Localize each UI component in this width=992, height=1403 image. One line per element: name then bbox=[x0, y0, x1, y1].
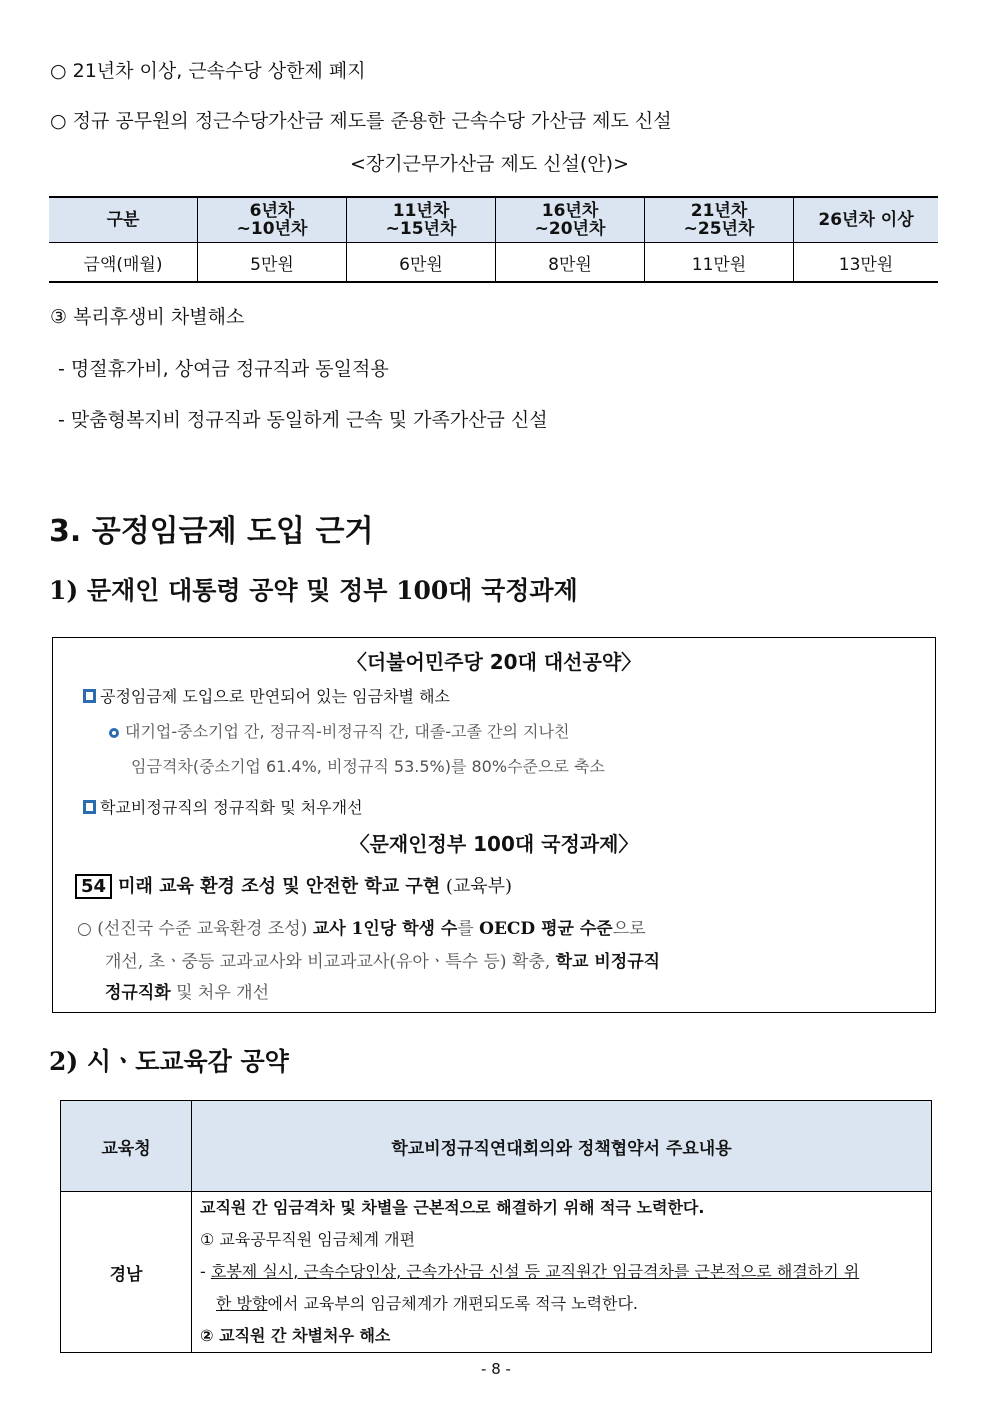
table-header-cell bbox=[347, 197, 496, 243]
header-6-10: 6년차 ~10년차 bbox=[236, 201, 308, 239]
flag-icon bbox=[83, 689, 96, 703]
table1-caption: <장기근무가산금 제도 신설(안)> bbox=[350, 153, 629, 175]
text-span: 학교 비정규직 bbox=[555, 952, 661, 972]
box-heading-tasks: 〈문재인정부 100대 국정과제〉 bbox=[349, 832, 639, 856]
table-cell: 8만원 bbox=[496, 243, 645, 283]
task-org: (교육부) bbox=[445, 876, 513, 897]
table-row bbox=[61, 1192, 932, 1353]
box-subitem-text: 대기업-중소기업 간, 정규직-비정규직 간, 대졸-고졸 간의 지나친 bbox=[125, 722, 570, 741]
task-line-3 bbox=[105, 978, 269, 1003]
box-item-school-irregular bbox=[83, 795, 363, 818]
box-heading-pledge: 〈더불어민주당 20대 대선공약〉 bbox=[346, 650, 642, 674]
welfare-item: - 맞춤형복지비 정규직과 동일하게 근속 및 가족가산금 신설 bbox=[58, 409, 548, 431]
text-span: 으로 bbox=[612, 919, 646, 939]
box-subitem-continued: 임금격차(중소기업 61.4%, 비정규직 53.5%)를 80%수준으로 축소 bbox=[131, 757, 605, 776]
table-cell: 금액(매월) bbox=[49, 243, 198, 283]
task-number: 54 bbox=[75, 874, 112, 899]
text-span: 를 bbox=[457, 919, 480, 939]
flag-icon bbox=[83, 800, 96, 814]
long-service-bonus-table bbox=[49, 196, 938, 283]
text-span: 개선, 초ㆍ중등 교과교사와 비교과교사(유아ㆍ특수 등) 확충, bbox=[105, 952, 556, 972]
text-span: OECD 평균 수준 bbox=[479, 919, 613, 939]
task-line-2 bbox=[105, 947, 660, 972]
text-span: 및 처우 개선 bbox=[170, 983, 270, 1003]
text-span: 교사 1인당 학생 수 bbox=[312, 919, 458, 939]
content-line bbox=[192, 1288, 931, 1320]
task-line-1 bbox=[77, 914, 646, 939]
task-title-row bbox=[75, 872, 512, 899]
text-span: ○ (선진국 수준 교육환경 조성) bbox=[77, 919, 313, 939]
table-row bbox=[49, 243, 938, 283]
table-cell: 5만원 bbox=[198, 243, 347, 283]
text-span: 에서 교육부의 임금체계가 개편되도록 적극 노력한다. bbox=[267, 1294, 639, 1313]
content-line bbox=[192, 1256, 931, 1288]
section-3-heading: 3. 공정임금제 도입 근거 bbox=[49, 514, 374, 549]
table-header-cell bbox=[496, 197, 645, 243]
region-cell: 경남 bbox=[61, 1192, 192, 1353]
box-item-fair-wage bbox=[83, 684, 450, 707]
pledge-box bbox=[52, 637, 936, 1013]
table-header-cell: 학교비정규직연대회의와 정책협약서 주요내용 bbox=[192, 1101, 932, 1192]
table-header-cell: 26년차 이상 bbox=[794, 197, 939, 243]
circle-bullet-icon bbox=[109, 728, 119, 738]
box-item-text: 학교비정규직의 정규직화 및 처우개선 bbox=[100, 798, 363, 817]
box-item-text: 공정임금제 도입으로 만연되어 있는 임금차별 해소 bbox=[100, 687, 451, 706]
content-line: ② 교직원 간 차별처우 해소 bbox=[200, 1326, 391, 1345]
subsection-2-heading: 2) 시ㆍ도교육감 공약 bbox=[49, 1047, 289, 1076]
header-16-20: 16년차 ~20년차 bbox=[534, 201, 606, 239]
content-cell bbox=[192, 1192, 932, 1353]
text-span: 호봉제 실시, 근속수당인상, 근속가산금 신설 등 교직원간 임금격차를 근본적으로 해결하기 위 bbox=[210, 1262, 860, 1281]
header-21-25: 21년차 ~25년차 bbox=[683, 201, 755, 239]
table-header-cell bbox=[198, 197, 347, 243]
text-span: 정규직화 bbox=[105, 983, 171, 1003]
table-header-row bbox=[49, 197, 938, 243]
content-line: ① 교육공무직원 임금체계 개편 bbox=[200, 1230, 416, 1249]
superintendent-pledge-table bbox=[60, 1100, 932, 1353]
text-span: 한 방향 bbox=[216, 1294, 268, 1313]
text-span: - bbox=[200, 1262, 211, 1281]
table-header-cell bbox=[645, 197, 794, 243]
bullet-new-bonus-system: ○ 정규 공무원의 정근수당가산금 제도를 준용한 근속수당 가산금 제도 신설 bbox=[50, 110, 672, 132]
welfare-title: ③ 복리후생비 차별해소 bbox=[50, 306, 245, 328]
bullet-abolish-cap: ○ 21년차 이상, 근속수당 상한제 폐지 bbox=[50, 60, 366, 82]
task-title: 미래 교육 환경 조성 및 안전한 학교 구현 bbox=[118, 876, 441, 897]
table-cell: 13만원 bbox=[794, 243, 939, 283]
welfare-item: - 명절휴가비, 상여금 정규직과 동일적용 bbox=[58, 358, 389, 380]
content-line: 교직원 간 임금격차 및 차별을 근본적으로 해결하기 위해 적극 노력한다. bbox=[200, 1198, 705, 1217]
box-subitem bbox=[109, 719, 569, 742]
page-number: - 8 - bbox=[481, 1360, 511, 1378]
table-cell: 11만원 bbox=[645, 243, 794, 283]
table-header-row bbox=[61, 1101, 932, 1192]
table-header-cell: 교육청 bbox=[61, 1101, 192, 1192]
table-header-cell: 구분 bbox=[49, 197, 198, 243]
header-11-15: 11년차 ~15년차 bbox=[385, 201, 457, 239]
table-cell: 6만원 bbox=[347, 243, 496, 283]
subsection-1-heading: 1) 문재인 대통령 공약 및 정부 100대 국정과제 bbox=[49, 576, 578, 605]
